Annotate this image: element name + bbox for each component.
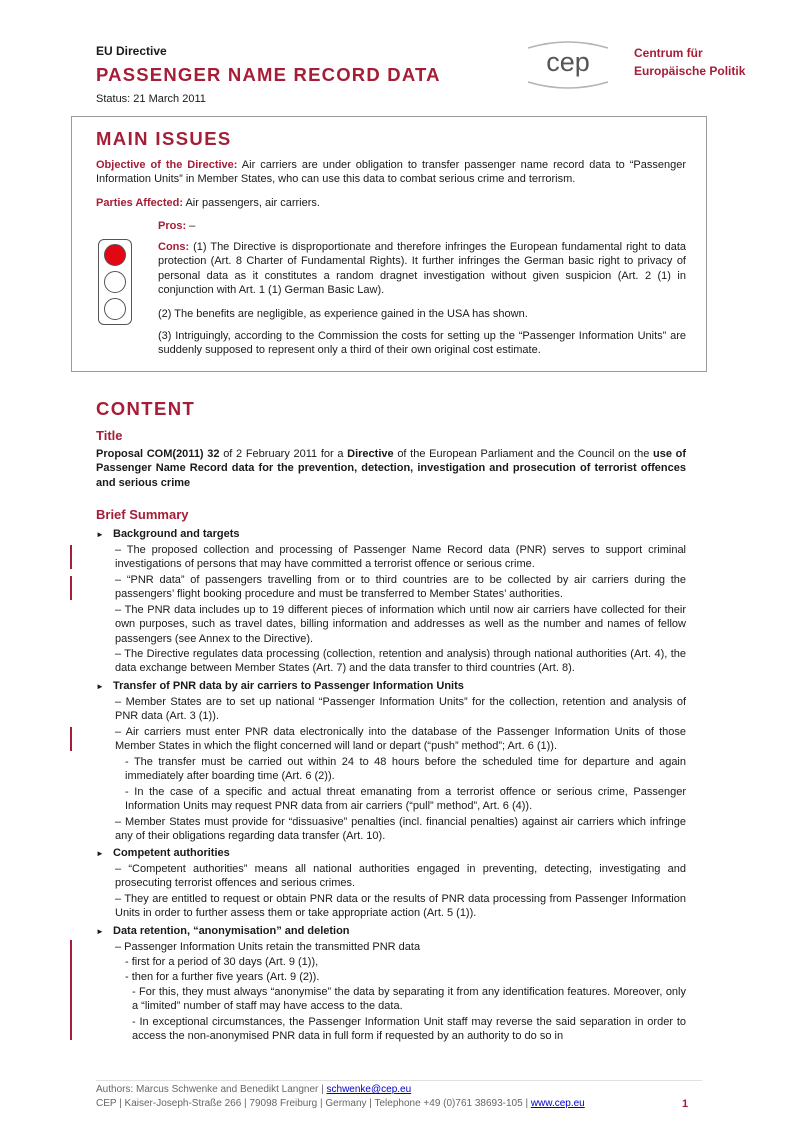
footer-address: CEP | Kaiser-Joseph-Straße 266 | 79098 Freiburg | Germany | Telephone +49 (0)761 38693-105 | www.cep.eu [96,1098,585,1109]
content-title: CONTENT [96,398,196,419]
pros-paragraph [158,219,686,233]
objective-text: Air carriers are under obligation to transfer passenger name record data to “Passenger Information Units” in Member States, who can use this data to combat serious crime and terrorism. [96,159,686,186]
main-issues-title: MAIN ISSUES [96,128,232,149]
proposal-paragraph [96,447,686,490]
list-item: – They are entitled to request or obtain PNR data or the results of PNR data processing from Passenger Information Units in order to further assess them or take appropriate action (Art. 5 (1)). [115,893,686,920]
doc-type: EU Directive [96,44,167,58]
brief-summary-heading: Brief Summary [96,507,189,522]
list-item: - For this, they must always “anonymise” the data by separating it from any identification features. Moreover, only a “limited” number of staff may have access to the data. [132,986,686,1013]
cons-text-1: (1) The Directive is disproportionate and therefore infringes the European fundamental right to data protection (Art. 8 Charter of Fundamental Rights). It further infringes the German basic right to privacy of personal data as it constitutes a random dragnet investigation without given suspicion (Art. 2 (1) in conjunction with Art. 1 (1) German Basic Law). [158,241,686,297]
website-link[interactable]: www.cep.eu [530,1098,585,1109]
revision-marker [70,940,72,1040]
cep-logo-graphic [520,36,632,92]
triangle-bullet-icon: ► [96,849,104,858]
list-item: – Passenger Information Units retain the transmitted PNR data [115,941,421,953]
triangle-bullet-icon: ► [96,530,104,539]
triangle-bullet-icon: ► [96,682,104,691]
list-item: – Air carriers must enter PNR data electronically into the database of the Passenger Information Units of those Member States in which the flight concerned will land or depart (“push” method”; Art. 6 (1)). [115,726,686,753]
parties-label: Parties Affected: [96,197,184,209]
list-item: – Member States are to set up national “Passenger Information Units” for the collection, retention and analysis of PNR data (Art. 3 (1)). [115,696,686,723]
traffic-light-icon [98,239,132,325]
cons-paragraph-2: (2) The benefits are negligible, as experience gained in the USA has shown. [158,308,528,320]
status-date: Status: 21 March 2011 [96,93,206,105]
org-name-line1: Centrum für [634,46,703,60]
pros-label: Pros: [158,220,187,232]
cons-paragraph-3: (3) Intriguingly, according to the Commission the costs for setting up the “Passenger Information Units” are suddenly supposed to represent only a third of their own original cost estimate. [158,330,686,357]
triangle-bullet-icon: ► [96,927,104,936]
traffic-light-amber-lamp [104,271,126,293]
list-item: - first for a period of 30 days (Art. 9 (1)), [125,956,319,968]
traffic-light-green-lamp [104,298,126,320]
list-item: - In exceptional circumstances, the Passenger Information Unit staff may reverse the said separation in order to access the non-anonymised PNR data in full form if requested by an authority to do so in [132,1016,686,1043]
proposal-type: Directive [347,448,394,460]
list-item: – The proposed collection and processing of Passenger Name Record data (PNR) serves to support criminal investigations of persons that may have committed a terrorist offence or serious crime. [115,544,686,571]
section-heading: ► Competent authorities [96,847,230,859]
org-name-line2: Europäische Politik [634,64,746,78]
proposal-ref: Proposal COM(2011) 32 [96,448,220,460]
doc-title: PASSENGER NAME RECORD DATA [96,64,441,85]
title-heading: Title [96,428,123,443]
pros-text: – [186,220,196,232]
objective-paragraph [96,158,686,187]
list-item: – “PNR data” of passengers travelling from or to third countries are to be collected by air carriers during the passengers’ flight booking procedure and must be transferred to Member States’ authorities. [115,574,686,601]
list-item: - then for a further five years (Art. 9 (2)). [125,971,320,983]
list-item: – “Competent authorities” means all national authorities engaged in preventing, detecting, investigating and prosecuting terrorist offences and serious crimes. [115,863,686,890]
proposal-subject: use of Passenger Name Record data for the prevention, detection, investigation and prosecution of terrorist offences and serious crime [96,448,686,489]
footer-authors: Authors: Marcus Schwenke and Benedikt Langner | schwenke@cep.eu [96,1084,412,1095]
revision-marker [70,576,72,600]
list-item: – Member States must provide for “dissuasive” penalties (incl. financial penalties) against air carriers which infringe any of their obligations regarding data transfer (Art. 10). [115,816,686,843]
list-item: - The transfer must be carried out within 24 to 48 hours before the scheduled time for departure and again immediately after boarding time (Art. 6 (2)). [125,756,686,783]
section-heading: ► Background and targets [96,528,240,540]
revision-marker [70,545,72,569]
logo-wordmark: cep [546,47,590,77]
cep-logo [520,36,770,92]
proposal-institutions: of the European Parliament and the Council on the [393,448,653,460]
author-email-link[interactable]: schwenke@cep.eu [326,1084,412,1095]
page-number: 1 [682,1098,689,1110]
proposal-date: of 2 February 2011 for a [219,448,348,460]
list-item: - In the case of a specific and actual threat emanating from a terrorist offence or serious crime, Passenger Information Units may request PNR data from air carriers (“pull” method”, Art. 6 (4)). [125,786,686,813]
list-item: – The PNR data includes up to 19 different pieces of information which until now air carriers have collected for their own purposes, such as travel dates, billing information and addresses as well as the number and names of fellow passengers (see Annex to the Directive). [115,604,686,645]
footer-divider [96,1080,702,1081]
revision-marker [70,727,72,751]
org-name [634,44,745,80]
parties-text: Air passengers, air carriers. [183,197,320,209]
cons-label: Cons: [158,241,190,253]
list-item: – The Directive regulates data processing (collection, retention and analysis) through national authorities (Art. 4), the data exchange between Member States (Art. 7) and the data transfer to third countries (Art. 8). [115,648,686,675]
objective-label: Objective of the Directive: [96,159,238,171]
cons-paragraph-1 [158,240,686,298]
parties-paragraph [96,196,686,210]
section-heading: ► Transfer of PNR data by air carriers to Passenger Information Units [96,680,464,692]
section-heading: ► Data retention, “anonymisation” and deletion [96,925,350,937]
traffic-light-red-lamp [104,244,126,266]
